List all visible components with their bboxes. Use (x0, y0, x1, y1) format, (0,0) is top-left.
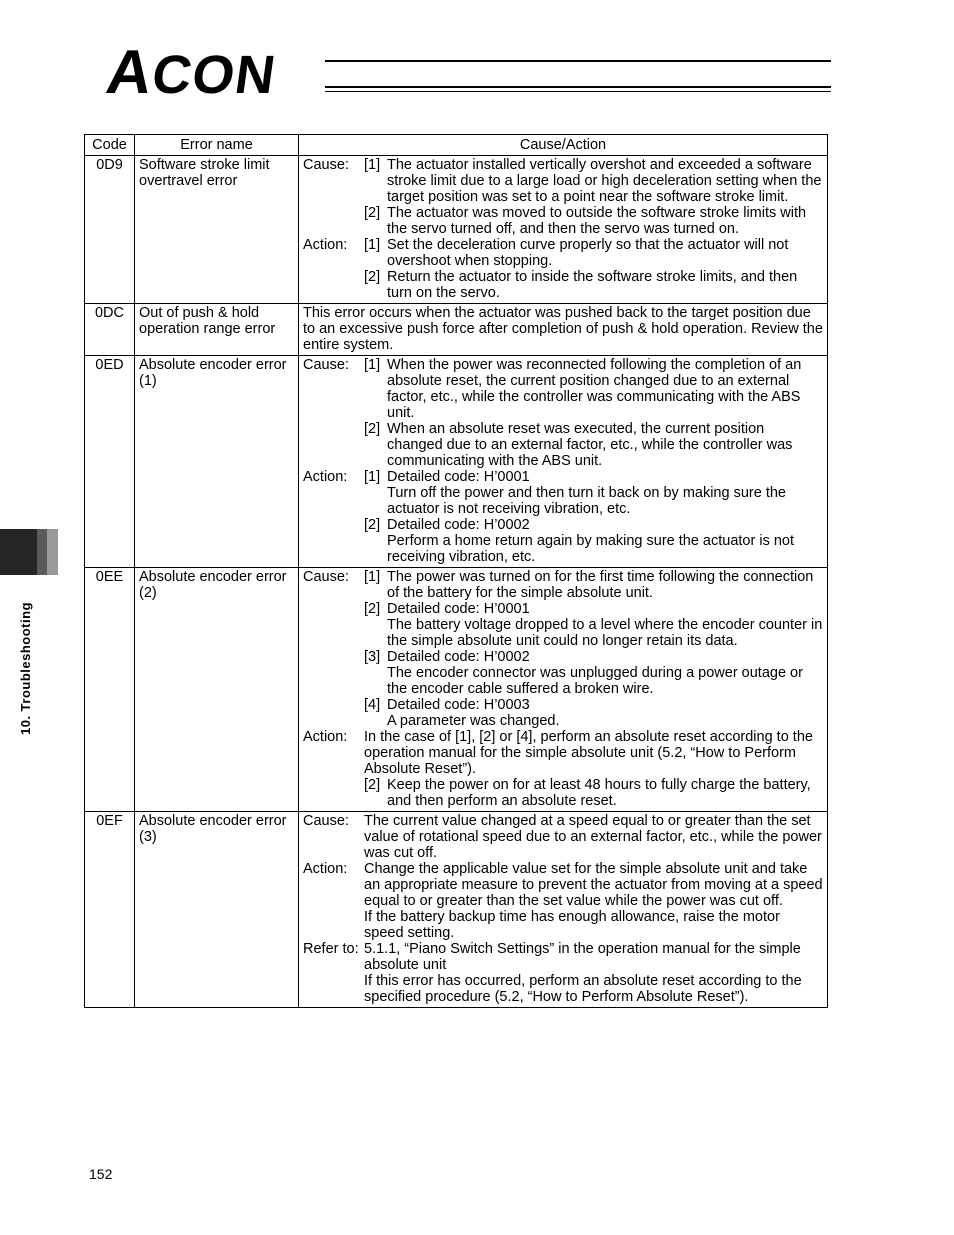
item-number: [2] (364, 205, 381, 221)
table-header-row (85, 135, 828, 156)
line-text (387, 205, 823, 237)
cause-line (303, 469, 823, 517)
cause-line (303, 941, 823, 1005)
chapter-tab-marker (37, 529, 47, 575)
error-name: Absolute encoder error (1) (135, 356, 299, 568)
error-name: Software stroke limit overtravel error (135, 156, 299, 304)
chapter-tab-marker (47, 529, 58, 575)
cause-line (303, 269, 823, 301)
line-text (387, 269, 823, 301)
line-text-main: The actuator was moved to outside the software stroke limits with the servo turned off, and then the servo was turned on. (387, 205, 807, 237)
line-text (387, 237, 823, 269)
line-label (303, 697, 364, 729)
line-text-main: Detailed code: H’0003 (387, 697, 530, 713)
line-label (303, 601, 364, 649)
line-text (387, 649, 823, 697)
line-text-detail: Turn off the power and then turn it back on by making sure the actuator is not receiving vibration, etc. (387, 485, 786, 517)
cause-line (303, 861, 823, 941)
table-row (85, 304, 828, 356)
line-text-main: The current value changed at a speed equal to or greater than the set value of rotational speed due to an external factor, etc., while the power was cut off. (364, 813, 822, 861)
line-text-main: Detailed code: H’0002 (387, 649, 530, 665)
line-text-main: Keep the power on for at least 48 hours to fully charge the battery, and then perform an absolute reset. (387, 777, 811, 809)
line-label: Action: (303, 729, 348, 745)
cause-action (299, 568, 828, 812)
line-text-main: Change the applicable value set for the simple absolute unit and take an appropriate measure to prevent the actuator from moving at a speed equal to or greater than the set value while the power was cut off. (364, 861, 823, 909)
header-cause-action: Cause/Action (299, 135, 828, 156)
line-text (387, 777, 823, 809)
error-table (84, 134, 828, 1008)
line-label: Cause: (303, 157, 349, 173)
cause-action (299, 356, 828, 568)
line-text (364, 729, 823, 777)
line-label (303, 517, 364, 565)
error-code: 0EE (85, 568, 135, 812)
table-row (85, 356, 828, 568)
cause-text: This error occurs when the actuator was pushed back to the target position due to an excessive push force after completion of push & hold operation. Review the entire system. (303, 305, 823, 353)
cause-line (303, 569, 823, 601)
header-code: Code (85, 135, 135, 156)
line-text (387, 469, 823, 517)
line-text (364, 861, 823, 941)
cause-action (299, 156, 828, 304)
cause-line (303, 601, 823, 649)
line-text (387, 157, 823, 205)
header-error-name: Error name (135, 135, 299, 156)
cause-action (299, 812, 828, 1008)
line-label (303, 269, 364, 301)
item-number: [2] (364, 269, 381, 285)
line-label (303, 205, 364, 237)
logo-letter-a: A (102, 38, 158, 107)
item-number: [1] (364, 237, 381, 253)
cause-line (303, 729, 823, 777)
item-number: [2] (364, 421, 381, 437)
chapter-tab-marker (0, 529, 37, 575)
line-text-main: When an absolute reset was executed, the current position changed due to an external factor, etc., while the controller was communicating with the ABS unit. (387, 421, 793, 469)
line-text-main: Set the deceleration curve properly so that the actuator will not overshoot when stopping. (387, 237, 789, 269)
cause-line (303, 157, 823, 205)
line-label (303, 649, 364, 697)
line-label: Cause: (303, 813, 349, 829)
item-number: [2] (364, 777, 381, 793)
cause-line (303, 777, 823, 809)
item-number: [1] (364, 357, 381, 373)
header-rule (325, 60, 831, 62)
cause-line (303, 517, 823, 565)
cause-line (303, 649, 823, 697)
line-label (303, 421, 364, 469)
item-number: [4] (364, 697, 381, 713)
table-row (85, 156, 828, 304)
line-text-main: 5.1.1, “Piano Switch Settings” in the operation manual for the simple absolute unit (364, 941, 801, 973)
line-text-detail: Perform a home return again by making sure the actuator is not receiving vibration, etc. (387, 533, 795, 565)
item-number: [2] (364, 517, 381, 533)
cause-line (303, 697, 823, 729)
line-text-detail: The encoder connector was unplugged during a power outage or the encoder cable suffered a broken wire. (387, 665, 803, 697)
cause-action (299, 304, 828, 356)
line-label: Action: (303, 861, 348, 877)
line-label: Refer to: (303, 941, 359, 957)
line-text (387, 357, 823, 421)
error-name: Out of push & hold operation range error (135, 304, 299, 356)
error-name: Absolute encoder error (2) (135, 568, 299, 812)
line-text (387, 601, 823, 649)
line-text-main: Detailed code: H’0001 (387, 601, 530, 617)
line-text-main: Detailed code: H’0001 (387, 469, 530, 485)
item-number: [3] (364, 649, 381, 665)
item-number: [2] (364, 601, 381, 617)
line-text-main: Detailed code: H’0002 (387, 517, 530, 533)
cause-line (303, 813, 823, 861)
line-text-main: In the case of [1], [2] or [4], perform an absolute reset according to the operation manual for the simple absolute unit (5.2, “How to Perform Absolute Reset”). (364, 729, 813, 777)
cause-line (303, 205, 823, 237)
error-code: 0DC (85, 304, 135, 356)
cause-line (303, 237, 823, 269)
line-text-detail: If the battery backup time has enough allowance, raise the motor speed setting. (364, 909, 780, 941)
page-number: 152 (89, 1166, 113, 1182)
header-rule (325, 86, 831, 88)
chapter-side-label: 10. Troubleshooting (18, 601, 33, 735)
error-name: Absolute encoder error (3) (135, 812, 299, 1008)
table-row (85, 812, 828, 1008)
line-text-main: The power was turned on for the first time following the connection of the battery for the simple absolute unit. (387, 569, 814, 601)
error-code: 0EF (85, 812, 135, 1008)
line-label (303, 777, 364, 809)
line-label: Action: (303, 469, 348, 485)
line-text-main: When the power was reconnected following the completion of an absolute reset, the current position changed due to an external factor, etc., while the controller was communicating with the ABS unit. (387, 357, 802, 421)
item-number: [1] (364, 469, 381, 485)
header-rule (325, 91, 831, 92)
line-text-detail: If this error has occurred, perform an absolute reset according to the specified procedure (5.2, “How to Perform Absolute Reset”). (364, 973, 802, 1005)
item-number: [1] (364, 569, 381, 585)
error-code: 0D9 (85, 156, 135, 304)
line-text (364, 941, 823, 1005)
line-text (387, 697, 823, 729)
cause-line (303, 357, 823, 421)
line-text (387, 517, 823, 565)
item-number: [1] (364, 157, 381, 173)
line-text (387, 421, 823, 469)
line-text-main: Return the actuator to inside the software stroke limits, and then turn on the servo. (387, 269, 798, 301)
cause-line (303, 421, 823, 469)
table-row (85, 568, 828, 812)
logo-letters-con: CON (148, 45, 280, 105)
line-label: Action: (303, 237, 348, 253)
line-label: Cause: (303, 569, 349, 585)
line-text-detail: The battery voltage dropped to a level where the encoder counter in the simple absolute unit could no longer retain its data. (387, 617, 823, 649)
error-code: 0ED (85, 356, 135, 568)
line-label: Cause: (303, 357, 349, 373)
line-text-main: The actuator installed vertically overshot and exceeded a software stroke limit due to a large load or high deceleration setting when the target position was set to a point near the software stroke limit. (387, 157, 822, 205)
line-text-detail: A parameter was changed. (387, 713, 560, 729)
acon-logo (102, 38, 280, 107)
line-text (387, 569, 823, 601)
line-text (364, 813, 823, 861)
